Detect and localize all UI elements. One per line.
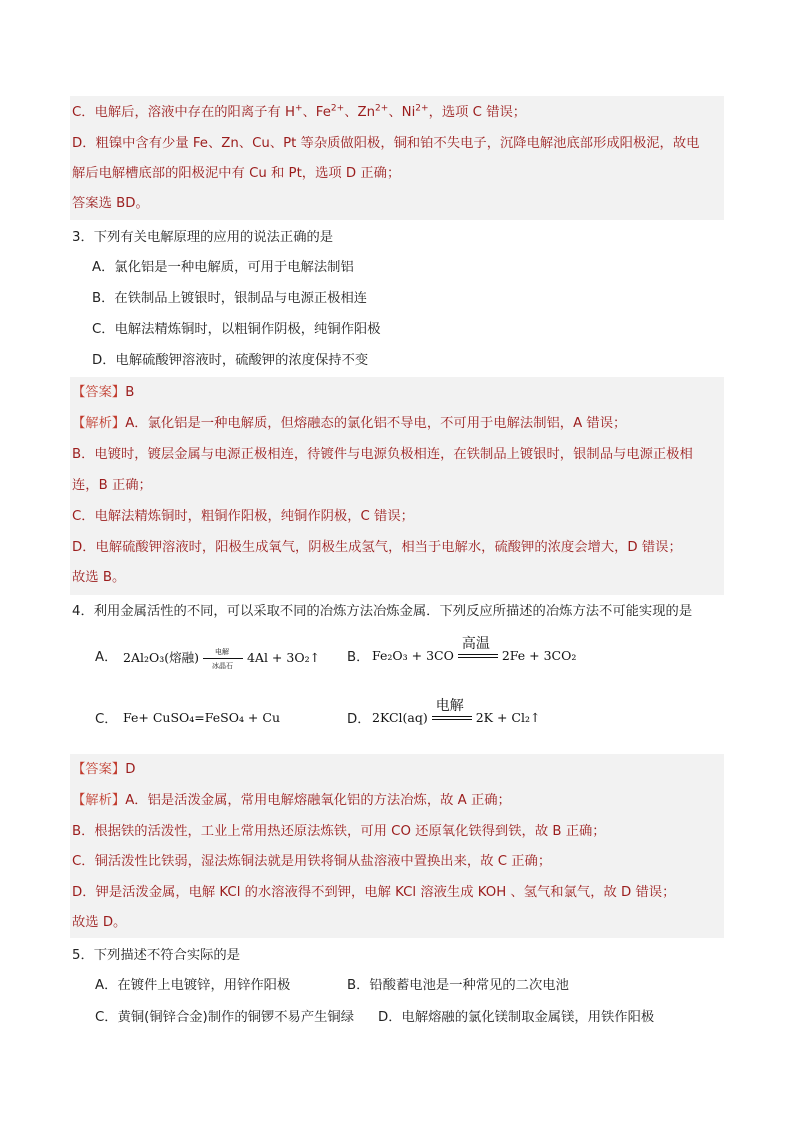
q3-analysis-d: D．电解硫酸钾溶液时，阳极生成氧气，阴极生成氢气，相当于电解水，硫酸钾的浓度会增大，D 错误； [72, 540, 682, 555]
q2-analysis-line-d2: 解后电解槽底部的阳极泥中有 Cu 和 Pt，选项 D 正确； [72, 166, 401, 181]
q3-analysis-a: 【解析】A．氯化铝是一种电解质，但熔融态的氯化铝不导电，不可用于电解法制铝，A 错误； [72, 416, 627, 431]
q3-option-d: D．电解硫酸钾溶液时，硫酸钾的浓度保持不变 [92, 353, 369, 368]
q3-analysis-b1: B．电镀时，镀层金属与电源正极相连，待镀件与电源负极相连，在铁制品上镀银时，银制品与电源正极相 [72, 447, 693, 462]
q3-analysis-b2: 连，B 正确； [72, 478, 152, 493]
analysis-block-q4 [70, 754, 724, 938]
q3-option-c: C．电解法精炼铜时，以粗铜作阴极，纯铜作阳极 [92, 322, 381, 337]
q5-option-a: A．在镀件上电镀锌，用锌作阳极 [95, 978, 291, 993]
q4-option-d-label: D． [347, 712, 371, 727]
q3-option-a: A．氯化铝是一种电解质，可用于电解法制铝 [92, 260, 354, 275]
q5-option-d: D．电解熔融的氯化镁制取金属镁，用铁作阳极 [378, 1010, 655, 1025]
q4-option-b-equation: Fe₂O₃ + 3CO 高温 2Fe + 3CO₂ [372, 635, 577, 663]
q4-analysis-d: D．钾是活泼金属，电解 KCl 的水溶液得不到钾，电解 KCl 溶液生成 KOH 、氢气和氯气，故 D 错误； [72, 885, 676, 900]
q2-answer-line: 答案选 BD。 [72, 196, 149, 211]
q4-answer: 【答案】D [72, 762, 136, 777]
q4-stem: 4．利用金属活性的不同，可以采取不同的冶炼方法冶炼金属．下列反应所描述的冶炼方法不可能实现的是 [72, 604, 693, 619]
q4-option-c-label: C． [95, 712, 118, 727]
q4-option-a-label: A． [95, 650, 118, 665]
q2-analysis-line-c: C．电解后，溶液中存在的阳离子有 H+、$Fe^{2+}$、$Zn^{2+}$、$Ni^{2+}$，选项 C 错误； [72, 103, 527, 120]
q2-analysis-line-d1: D．粗镍中含有少量 Fe、Zn、Cu、Pt 等杂质做阳极，铜和铂不失电子，沉降电解池底部形成阳极泥，故电 [72, 136, 700, 151]
q3-answer: 【答案】B [72, 385, 135, 400]
analysis-block-q3 [70, 377, 724, 595]
q4-option-a-equation: 2Al₂O₃(熔融) 电解 冰晶石 4Al + 3O₂↑ [123, 647, 321, 670]
q4-analysis-b: B．根据铁的活泼性，工业上常用热还原法炼铁，可用 CO 还原氧化铁得到铁，故 B 正确； [72, 824, 606, 839]
q4-option-c-equation: Fe+ CuSO₄=FeSO₄ + Cu [123, 710, 280, 725]
q3-stem: 3．下列有关电解原理的应用的说法正确的是 [72, 230, 334, 245]
q4-analysis-c: C．铜活泼性比铁弱，湿法炼铜法就是用铁将铜从盐溶液中置换出来，故 C 正确； [72, 854, 552, 869]
q4-analysis-conclusion: 故选 D。 [72, 915, 127, 930]
q3-analysis-conclusion: 故选 B。 [72, 570, 126, 585]
q3-option-b: B．在铁制品上镀银时，银制品与电源正极相连 [92, 291, 368, 306]
q5-option-b: B．铅酸蓄电池是一种常见的二次电池 [347, 978, 569, 993]
q4-option-d-equation: 2KCl(aq) 电解 2K + Cl₂↑ [372, 697, 541, 725]
q5-stem: 5．下列描述不符合实际的是 [72, 948, 241, 963]
q3-analysis-c: C．电解法精炼铜时，粗铜作阳极，纯铜作阴极，C 错误； [72, 509, 414, 524]
q5-option-c: C．黄铜(铜锌合金)制作的铜锣不易产生铜绿 [95, 1010, 355, 1025]
q4-analysis-a: 【解析】A．铝是活泼金属，常用电解熔融氧化铝的方法冶炼，故 A 正确； [72, 793, 511, 808]
q4-option-b-label: B． [347, 650, 370, 665]
